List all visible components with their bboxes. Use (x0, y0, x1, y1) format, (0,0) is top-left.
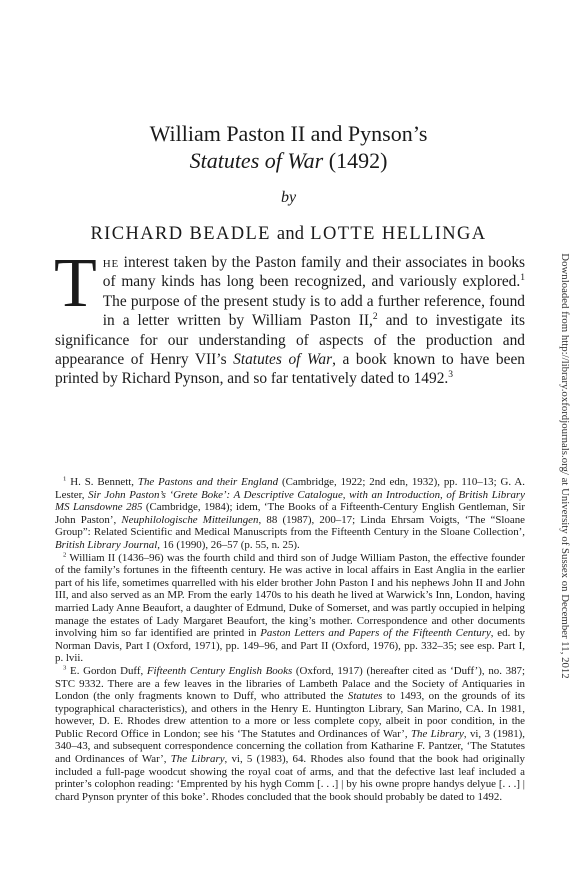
footnote-3-italic: The Library (170, 753, 225, 766)
footnote-1-italic: Neuphilologische Mitteilungen (121, 513, 259, 526)
footnote-2-italic: Paston Letters and Papers of the Fifteenth Century (260, 627, 491, 640)
download-watermark: Downloaded from http://library.oxfordjournals.org/ at University of Sussex on December 11, 2012 (559, 253, 571, 679)
footnote-3-text: to 1493, on the grounds of its typographical characteristics), and others in the Henry E. Huntington Library, San Marino, CA. In 1981, however, D. E. Rhodes drew attention to a more or less complete copy, albeit in poor condition, in the Public Record Office in London; see his ‘The Statutes and Ordinances of War’, (55, 690, 525, 740)
footnote-3-italic: Fifteenth Century English Books (146, 664, 293, 677)
footnote-ref-2: 2 (372, 311, 378, 323)
footnote-1-mark: 1 (63, 475, 67, 483)
footnote-1-italic: Sir John Paston’s ‘Grete Boke’: A Descriptive Catalogue, with an Introduction, of British Library MS Lansdowne 285 (55, 488, 525, 514)
title-statutes: Statutes of War (189, 148, 324, 173)
footnote-3-italic: The Library (410, 727, 464, 740)
opening-paragraph (54, 245, 525, 389)
byline: by (280, 189, 297, 206)
footnote-1 (55, 476, 525, 552)
drop-cap: T (54, 245, 97, 322)
article-title (0, 120, 577, 174)
footnote-1-text: , 88 (1987), 200–17; Linda Ehrsam Voigts, ‘The “Sloane Group”: Related Scientific and Medical Manuscripts from the Fifteenth Century in the Sloane Collection’, (55, 513, 525, 539)
footnote-3-italic: Statutes (347, 690, 383, 703)
footnote-2-mark: 2 (63, 550, 67, 558)
footnote-3-text: (Oxford, 1917) (hereafter cited as ‘Duff’), no. 387; STC 9332. There are a few leaves in the libraries of Lambeth Palace and the Society of Antiquaries in London (the only fragments known to Duff, who attributed the (55, 664, 525, 703)
footnote-1-text: (Cambridge, 1922; 2nd edn, 1932), pp. 110–13; G. A. Lester, (55, 476, 525, 501)
footnote-1-text: H. S. Bennett, (66, 476, 138, 488)
footnote-ref-3: 3 (448, 369, 454, 381)
footnote-1-italic: British Library Journal (55, 538, 158, 551)
lead-smallcaps: he (102, 254, 120, 271)
author-beadle: RICHARD BEADLE (90, 224, 271, 244)
body-text-1: interest taken by the Paston family and their associates in books of many kinds has long been recognized, and variously explored. (102, 254, 525, 291)
footnote-2-text: William II (1436–96) was the fourth child and third son of Judge William Paston, the effective founder of the family’s fortunes in the fifteenth century. He was active in local affairs in East Anglia in the earlier part of his life, sometimes quarrelled with his elder brother John Paston I and his nephews John II and John III, and also served as an MP. From the early 1470s to his death he lived at Warwick’s Inn, London, having married Lady Anne Beaufort, a daughter of Edmund, Duke of Somerset, and was partly occupied in helping manage the estates of Lady Margaret Beaufort, the king’s mother. Correspondence and other documents involving him so far identified are printed in (55, 551, 525, 640)
footnote-2 (55, 552, 525, 665)
footnote-3 (55, 665, 525, 804)
footnote-3-text: E. Gordon Duff, (66, 664, 147, 677)
authors (0, 224, 577, 245)
footnote-3-text: , vi, 3 (1981), 340–43, and subsequent correspondence concerning the collation from Katharine F. Pantzer, ‘The Statutes and Ordinances of War’, (55, 727, 525, 766)
footnote-2-text: , ed. by Norman Davis, Part I (Oxford, 1971), pp. 149–96, and Part II (Oxford, 1976), pp. 332–35; see esp. Part I, p. lvii. (55, 627, 526, 665)
body-text-2: The purpose of the present study is to add a further reference, found in a letter written by William Paston II, (102, 292, 525, 330)
footnote-1-text: (Cambridge, 1984); idem, ‘The Books of a Fifteenth-Century English Gentleman, Sir John Paston’, (55, 501, 525, 526)
body-text-4: , a book known to have been printed by Richard Pynson, and so far tentatively dated to 1492. (55, 351, 525, 388)
footnote-1-italic: The Pastons and their England (137, 476, 279, 488)
title-year: (1492) (328, 148, 388, 173)
footnote-3-mark: 3 (63, 664, 67, 672)
footnote-3-text: , vi, 5 (1983), 64. Rhodes also found that the book had originally included a full-page woodcut showing the royal coat of arms, and that the defective last leaf included a printer’s colophon reading: ‘Emprented by his hygh Comm [. . .] | by his owne propre handys delyue [. . .] | chard Pynson prynter of this boke’. Rhodes concluded that the book should probably be dated to 1492. (55, 753, 525, 803)
author-hellinga: LOTTE HELLINGA (310, 224, 487, 244)
footnotes (55, 476, 525, 803)
body-statutes-title: Statutes of War (233, 351, 333, 369)
title-line-2 (0, 147, 577, 174)
footnote-1-text: , 16 (1990), 26–57 (p. 55, n. 25). (157, 538, 300, 551)
authors-and: and (276, 224, 305, 244)
title-line-1: William Paston II and Pynson’s (149, 121, 428, 146)
body-text-3: and to investigate its significance for our understanding of aspects of the production and appearance of Henry VII’s (55, 312, 525, 369)
footnote-ref-1: 1 (520, 272, 525, 284)
